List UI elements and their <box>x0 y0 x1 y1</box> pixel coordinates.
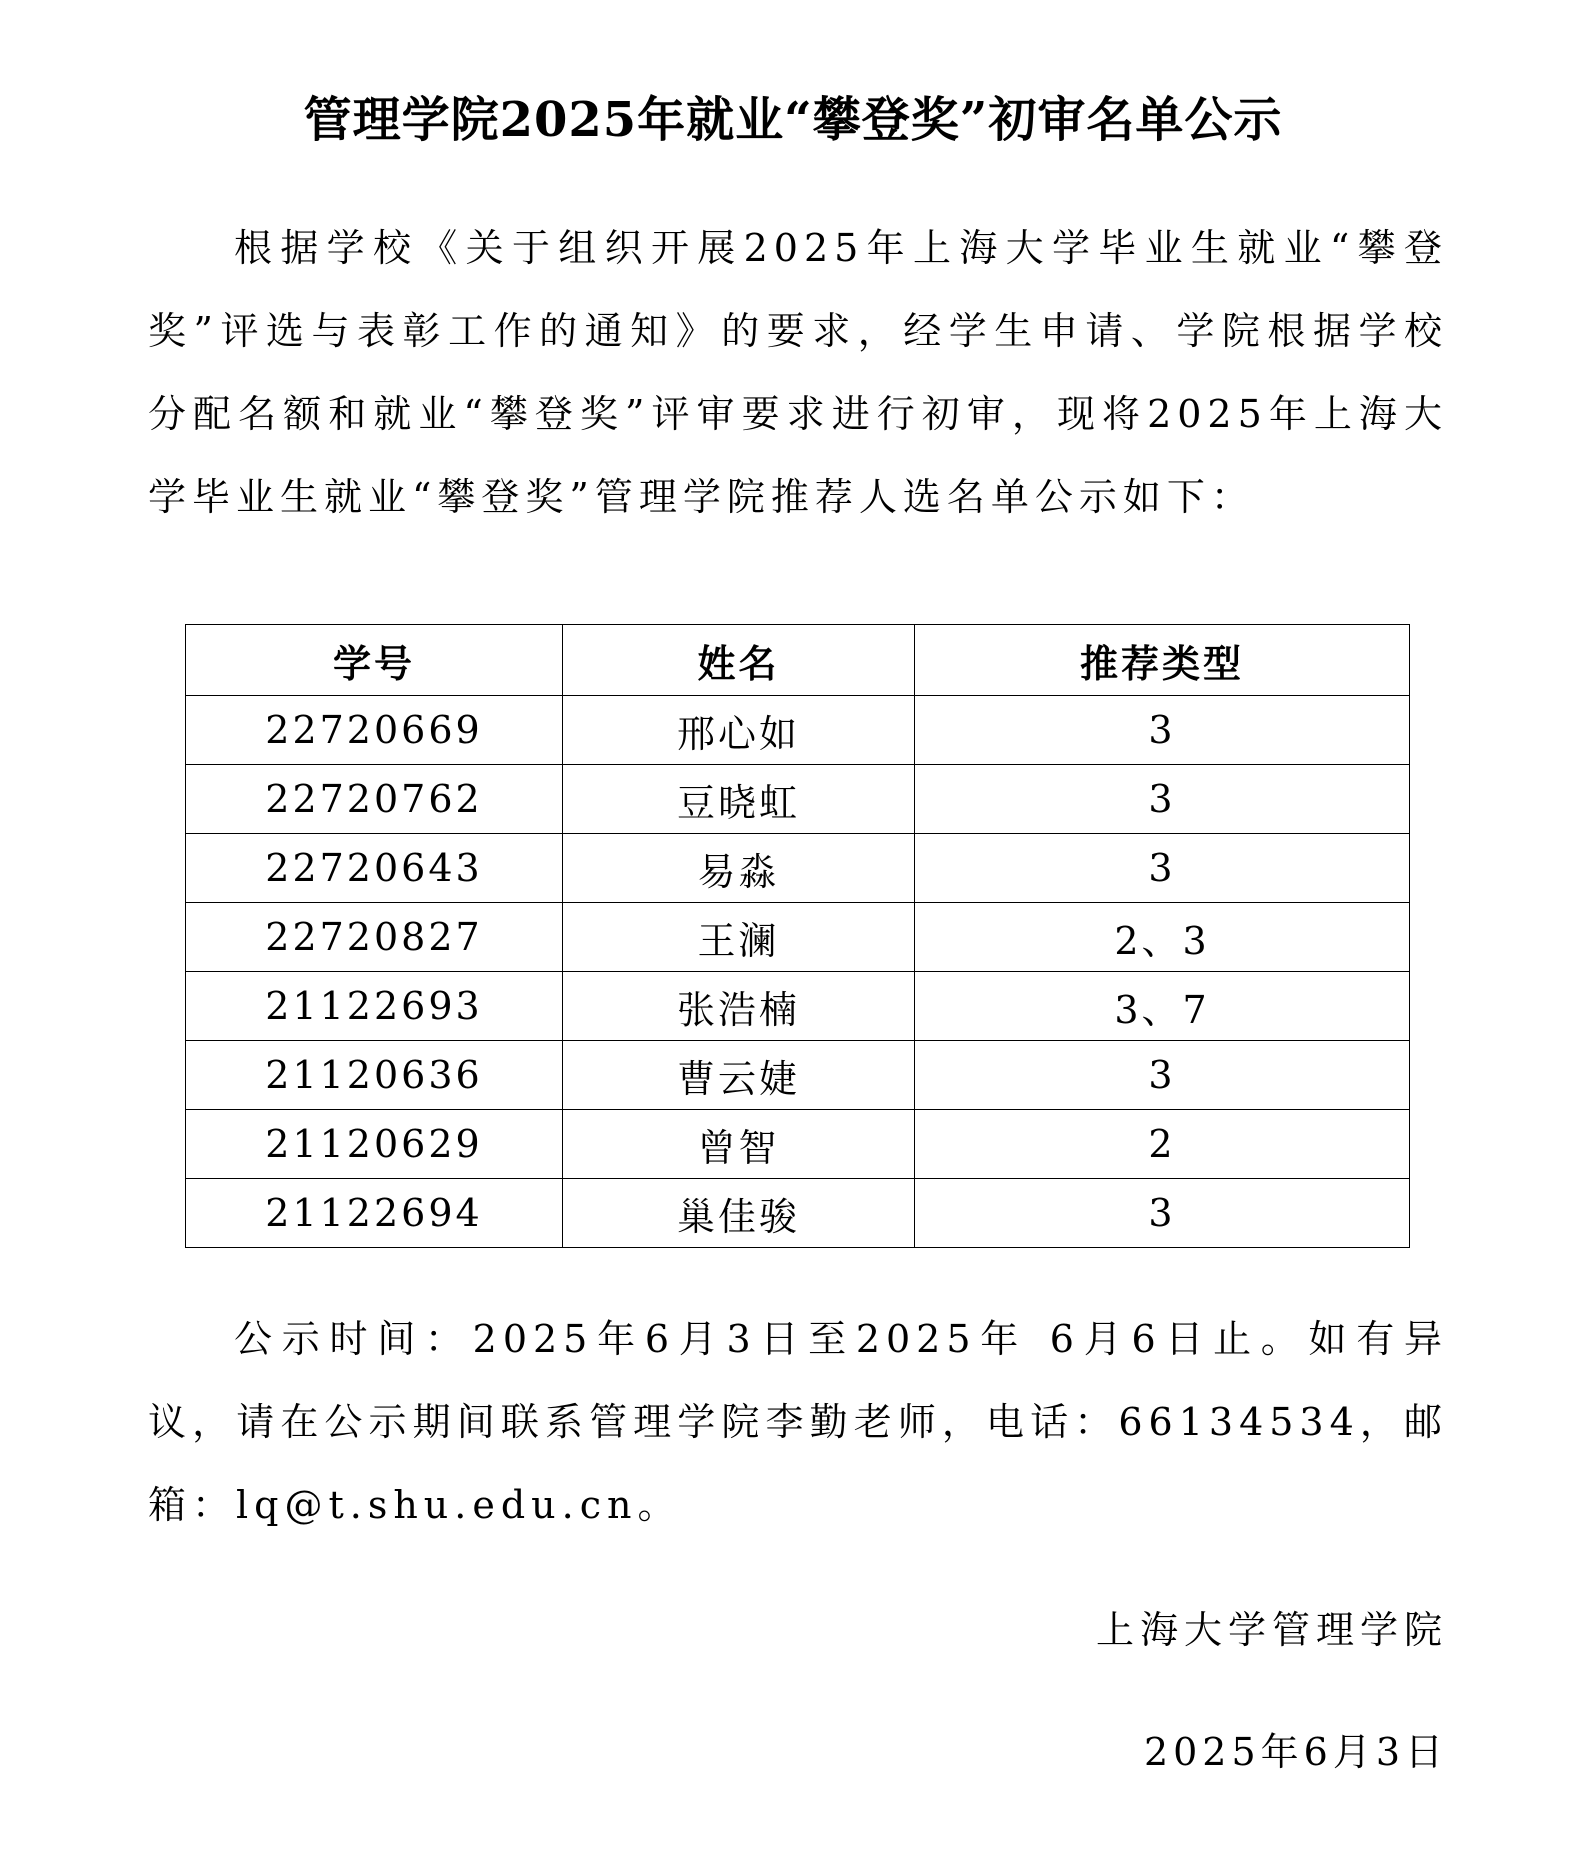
cell-recommend-type: 3 <box>915 765 1410 834</box>
signature-date: 2025年6月3日 <box>1143 1730 1448 1774</box>
cell-student-id: 21120629 <box>186 1110 563 1179</box>
cell-student-id: 21120636 <box>186 1041 563 1110</box>
cell-recommend-type: 2 <box>915 1110 1410 1179</box>
intro-paragraph: 根据学校《关于组织开展2025年上海大学毕业生就业“攀登奖”评选与表彰工作的通知》的要求，经学生申请、学院根据学校分配名额和就业“攀登奖”评审要求进行初审，现将2025年上海大学毕业生就业“攀登奖”管理学院推荐人选名单公示如下： <box>148 226 1448 519</box>
cell-name: 曾智 <box>563 1110 915 1179</box>
cell-student-id: 22720643 <box>186 834 563 903</box>
cell-name: 邢心如 <box>563 696 915 765</box>
cell-recommend-type: 3 <box>915 834 1410 903</box>
page-title: 管理学院2025年就业“攀登奖”初审名单公示 <box>303 92 1283 148</box>
table-row <box>186 1110 1410 1179</box>
cell-name: 易淼 <box>563 834 915 903</box>
cell-recommend-type: 3 <box>915 696 1410 765</box>
table-row <box>186 1179 1410 1248</box>
notice-paragraph: 公示时间：2025年6月3日至2025年 6月6日止。如有异议，请在公示期间联系管理学院李勤老师，电话：66134534，邮箱：lq@t.shu.edu.cn。 <box>148 1317 1448 1527</box>
signature-organization: 上海大学管理学院 <box>1095 1608 1448 1652</box>
table-header-row <box>186 625 1410 696</box>
table-row <box>186 765 1410 834</box>
cell-recommend-type: 3、7 <box>915 972 1410 1041</box>
header-name: 姓名 <box>563 625 915 696</box>
cell-recommend-type: 3 <box>915 1179 1410 1248</box>
header-student-id: 学号 <box>186 625 563 696</box>
cell-name: 王澜 <box>563 903 915 972</box>
table-row <box>186 696 1410 765</box>
cell-recommend-type: 3 <box>915 1041 1410 1110</box>
cell-student-id: 22720827 <box>186 903 563 972</box>
cell-student-id: 21122694 <box>186 1179 563 1248</box>
table-row <box>186 903 1410 972</box>
cell-name: 张浩楠 <box>563 972 915 1041</box>
cell-name: 豆晓虹 <box>563 765 915 834</box>
table-row <box>186 1041 1410 1110</box>
nominee-table <box>185 624 1410 1248</box>
cell-name: 巢佳骏 <box>563 1179 915 1248</box>
cell-student-id: 22720762 <box>186 765 563 834</box>
cell-student-id: 21122693 <box>186 972 563 1041</box>
cell-recommend-type: 2、3 <box>915 903 1410 972</box>
header-recommend-type: 推荐类型 <box>915 625 1410 696</box>
cell-student-id: 22720669 <box>186 696 563 765</box>
cell-name: 曹云婕 <box>563 1041 915 1110</box>
table-row <box>186 834 1410 903</box>
table-row <box>186 972 1410 1041</box>
